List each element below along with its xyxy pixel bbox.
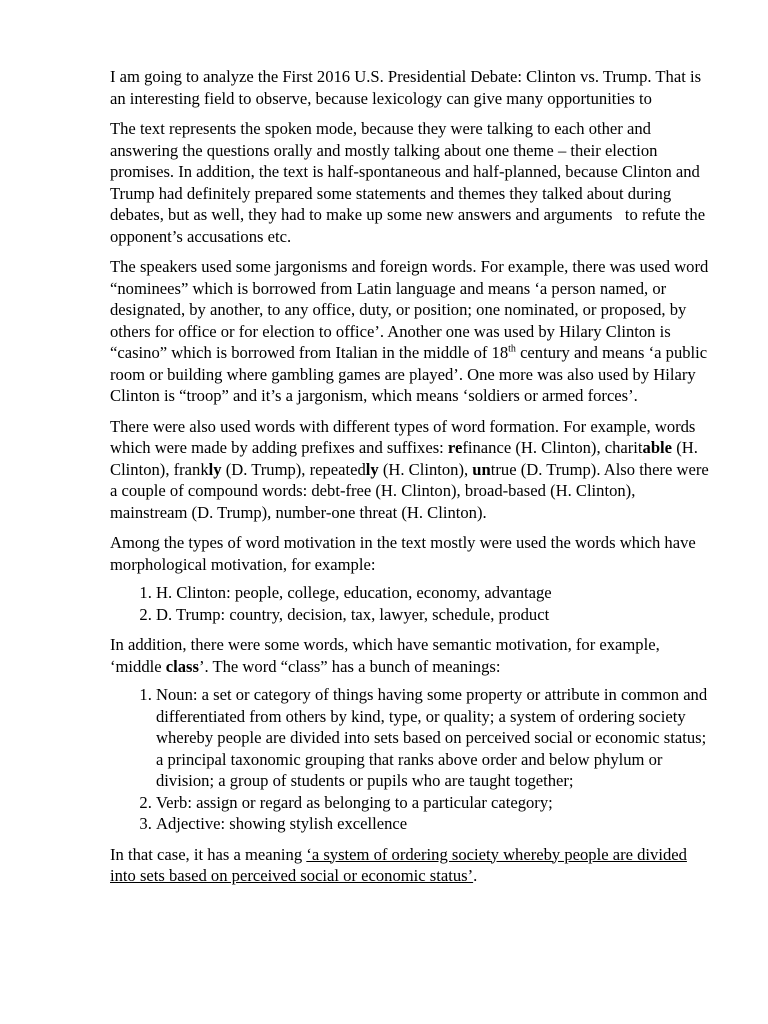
word-formation-seg-3: (D. Trump), repeated (221, 459, 366, 479)
paragraph-intro (110, 66, 714, 109)
paragraph-spoken-mode (110, 118, 714, 247)
prefix-un: un (472, 459, 491, 479)
list-item: 1. H. Clinton: people, college, education, economy, advantage (156, 582, 714, 604)
suffix-ly-2: ly (365, 459, 379, 479)
word-formation-intro: There were also used words with different types of word formation. For example, words which were made by adding prefixes and suffixes: (110, 416, 696, 457)
paragraph-motivation (110, 532, 714, 575)
word-formation-seg-5: true (D. Trump). Also there were a couple of compound words: debt-free (H. Clinton), broad-based (H. Clinton), mainstream (D. Trump), number-one threat (H. Clinton). (110, 459, 709, 522)
spoken-mode-text: The text represents the spoken mode, because they were talking to each other and answering the questions orally and mostly talking about one theme – their election promises. In addition, the text is half-spontaneous and half-planned, because Clinton and Trump had definitely prepared some statements and themes they talked about during debates, but as well, they had to make up some new answers and arguments to refute the opponent’s accusations etc. (110, 119, 710, 246)
jargonisms-text-a: The speakers used some jargonisms and foreign words. For example, there was used word “nominees” which is borrowed from Latin language and means ‘a person named, or designated, by another, to any office, duty, or position; one nominated, or proposed, by others for office or for election to office’. Another one was used by Hilary Clinton is “casino” which is borrowed from Italian in the middle of 18 (110, 257, 709, 362)
paragraph-word-formation (110, 416, 714, 524)
underlined-definition: ‘a system of ordering society whereby people are divided into sets based on perceived social or economic status’ (110, 844, 687, 885)
jargonisms-text-b: century and means ‘a public room or building where gambling games are played’. One more was also used by Hilary Clinton is “troop” and it’s a jargonism, which means ‘soldiers or armed forces’. (110, 343, 708, 405)
meanings-list (110, 684, 714, 835)
motivation-text: Among the types of word motivation in the text mostly were used the words which have morphological motivation, for example: (110, 533, 696, 574)
morphological-list (110, 582, 714, 625)
conclusion-text-a: In that case, it has a meaning (110, 844, 307, 864)
prefix-re: re (447, 438, 463, 457)
bold-class: class (165, 656, 199, 676)
word-formation-seg-2: (H. Clinton), frank (110, 438, 698, 479)
list-item: 3. Adjective: showing stylish excellence (156, 813, 714, 835)
paragraph-semantic (110, 634, 714, 677)
word-formation-seg-1: finance (H. Clinton), charit (462, 438, 643, 457)
list-item: 2. D. Trump: country, decision, tax, lawyer, schedule, product (156, 604, 714, 626)
suffix-ly-1: ly (208, 459, 222, 479)
document-page (110, 66, 714, 896)
paragraph-jargonisms (110, 256, 714, 407)
list-item: 2. Verb: assign or regard as belonging to a particular category; (156, 792, 714, 814)
conclusion-text-b: . (473, 866, 478, 885)
semantic-text-b: ’. The word “class” has a bunch of meanings: (198, 656, 501, 676)
word-formation-seg-4: (H. Clinton), (378, 459, 473, 479)
paragraph-conclusion (110, 844, 714, 887)
suffix-able: able (642, 438, 673, 457)
list-item: 1. Noun: a set or category of things having some property or attribute in common and differentiated from others by kind, type, or quality; a system of ordering society whereby people are divided into sets based on perceived social or economic status; a principal taxonomic grouping that ranks above order and below phylum or division; a group of students or pupils who are taught together; (156, 684, 714, 792)
intro-text: I am going to analyze the First 2016 U.S. Presidential Debate: Clinton vs. Trump. That is an interesting field to observe, because lexicology can give many opportunities to (110, 67, 702, 108)
superscript-th: th (508, 343, 516, 355)
semantic-text-a: In addition, there were some words, which have semantic motivation, for example, ‘middle (110, 635, 660, 676)
